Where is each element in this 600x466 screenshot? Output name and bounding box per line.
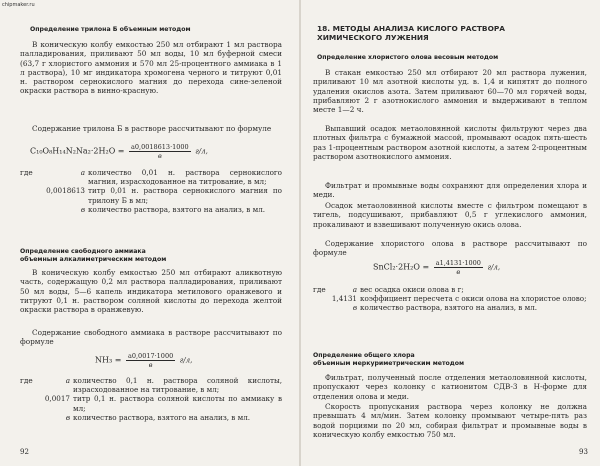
left-heading-ammonia-line1: Определение свободного аммиака bbox=[20, 248, 146, 255]
left-heading-trilon: Определение трилона Б объемным методом bbox=[30, 26, 191, 33]
left-paragraph-2: Содержание трилона Б в растворе рассчитывают по формуле bbox=[32, 124, 272, 133]
right-where-1: где bbox=[313, 285, 326, 294]
definition-symbol: в bbox=[352, 303, 357, 313]
left-formula-ammonia bbox=[95, 352, 192, 369]
definition-text: коэффициент пересчета с окиси олова на хлористое олово; bbox=[360, 294, 587, 304]
right-page-number: 93 bbox=[579, 448, 588, 456]
right-formula-tin bbox=[373, 259, 500, 276]
definition-row bbox=[20, 376, 282, 394]
left-paragraph-4: Содержание свободного аммиака в растворе рассчитывают по формуле bbox=[20, 328, 282, 347]
definition-row bbox=[20, 186, 282, 204]
formula-unit: г/л, bbox=[195, 147, 208, 156]
definition-label: 1,4131 bbox=[331, 294, 357, 304]
formula-denominator: в bbox=[456, 268, 461, 276]
definition-text: количество 0,1 н. раствора соляной кислоты, израсходованное на титрование, в мл; bbox=[73, 376, 282, 395]
formula-lhs: C₁₀O₈H₁₄N₂Na₂·2H₂O = bbox=[30, 146, 125, 156]
right-heading-tin: Определение хлористого олова весовым методом bbox=[317, 54, 499, 61]
definition-symbol: а bbox=[352, 285, 357, 294]
definition-text: количество раствора, взятого на анализ, в мл. bbox=[73, 412, 251, 422]
right-definitions-1 bbox=[313, 285, 587, 313]
right-heading-chlorine bbox=[313, 352, 573, 368]
definition-symbol: а bbox=[65, 376, 70, 385]
right-heading-chlorine-line2: объемным меркуриметрическим методом bbox=[313, 360, 465, 367]
left-definitions-2 bbox=[20, 376, 282, 422]
left-paragraph-1: В коническую колбу емкостью 250 мл отбирают 1 мл раствора палладирования, приливают 50 мл воды, 10 мл буферной смеси (63,7 г хлористого аммония и 570 мл 25-процентного аммиака в 1 л раствора), 10 мг индикатора хромогена черного и титруют 0,01 н. раствором сернокислого магния до перехода сине-зеленой окраски раствора в винно-красную. bbox=[20, 40, 282, 96]
definition-text: титр 0,01 н. раствора сернокислого магния по трилону Б в мл; bbox=[88, 186, 282, 205]
right-paragraph-5: Содержание хлористого олова в растворе рассчитывают по формуле bbox=[313, 239, 587, 258]
left-where-2: где bbox=[20, 376, 33, 385]
definition-row bbox=[20, 205, 282, 214]
left-heading-ammonia bbox=[20, 248, 280, 264]
formula-denominator: в bbox=[148, 361, 153, 369]
formula-fraction bbox=[126, 352, 175, 369]
formula-numerator: a0,0017·1000 bbox=[127, 352, 174, 360]
definition-row bbox=[313, 294, 587, 303]
formula-denominator: в bbox=[157, 152, 162, 160]
right-paragraph-1: В стакан емкостью 250 мл отбирают 20 мл раствора лужения, приливают 10 мл азотной кислоты уд. в. 1,4 и кипятят до полного удаления окислов азота. Затем приливают 60—70 мл горячей воды, прибавляют 2 г азотнокислого аммония и выдерживают в теплом месте 1—2 ч. bbox=[313, 68, 587, 115]
definition-row bbox=[313, 285, 587, 294]
right-chapter-title: 18. МЕТОДЫ АНАЛИЗА КИСЛОГО РАСТВОРА ХИМИЧЕСКОГО ЛУЖЕНИЯ bbox=[317, 24, 505, 42]
definition-text: количество раствора, взятого на анализ, в мл. bbox=[360, 303, 538, 313]
definition-row bbox=[20, 168, 282, 186]
right-paragraph-3: Фильтрат и промывные воды сохраняют для определения хлора и меди. bbox=[313, 181, 587, 200]
definition-symbol: а bbox=[80, 168, 85, 177]
definition-symbol: в bbox=[65, 412, 70, 422]
formula-unit: г/л, bbox=[179, 356, 193, 365]
formula-fraction bbox=[129, 143, 191, 160]
formula-lhs: NH₃ = bbox=[95, 355, 122, 365]
right-heading-chlorine-line1: Определение общего хлора bbox=[313, 352, 415, 359]
right-paragraph-7: Скорость пропускания раствора через колонку не должна превышать 4 мл/мин. Затем колонку промывают четыре-пять раз водой порциями по 20 мл, собирая фильтрат и промывные воды в коническую колбу емкостью 750 мл. bbox=[313, 402, 587, 439]
definition-text: титр 0,1 н. раствора соляной кислоты по аммиаку в мл; bbox=[73, 394, 282, 413]
definition-label: 0,0017 bbox=[44, 394, 70, 404]
definition-row bbox=[313, 303, 587, 312]
right-paragraph-6: Фильтрат, полученный после отделения метаоловянной кислоты, пропускают через колонку с катионитом СДВ-3 в Н-форме для отделения олова и меди. bbox=[313, 373, 587, 401]
formula-unit: г/л, bbox=[487, 263, 501, 272]
definition-text: количество 0,01 н. раствора сернокислого магния, израсходованное на титрование, в мл; bbox=[88, 168, 282, 187]
right-paragraph-4: Осадок метаоловянной кислоты вместе с фильтром помещают в тигель, подсушивают, прибавляют 0,5 г углекислого аммония, прокаливают и взвешивают полученную окись олова. bbox=[313, 201, 587, 229]
formula-fraction bbox=[434, 259, 483, 276]
definition-symbol: в bbox=[80, 204, 85, 214]
left-where-1: где bbox=[20, 168, 33, 177]
definition-row bbox=[20, 413, 282, 422]
right-page bbox=[301, 0, 600, 466]
left-heading-ammonia-line2: объемным алкалиметрическим методом bbox=[20, 256, 167, 263]
watermark: chipmaker.ru bbox=[2, 2, 35, 8]
left-page-number: 92 bbox=[20, 448, 29, 456]
formula-numerator: a1,4131·1000 bbox=[435, 259, 481, 267]
left-page bbox=[0, 0, 299, 466]
left-paragraph-3: В коническую колбу емкостью 250 мл отбирают аликвотную часть, содержащую 0,2 мл раствора палладирования, приливают 50 мл воды, 5—6 капель индикатора метилового оранжевого и титруют 0,1 н. раствором соляной кислоты до перехода желтой окраски раствора в оранжевую. bbox=[20, 268, 282, 315]
definition-row bbox=[20, 394, 282, 412]
right-paragraph-2: Выпавший осадок метаоловянной кислоты фильтруют через два плотных фильтра с бумажной массой, промывают осадок пять-шесть раз 1-процентным раствором азотной кислоты, а затем 2-процентным раствором азотнокислого аммония. bbox=[313, 124, 587, 161]
definition-text: количество раствора, взятого на анализ, в мл. bbox=[88, 204, 266, 214]
formula-numerator: a0,0018613·1000 bbox=[131, 143, 189, 151]
definition-label: 0,0018613 bbox=[46, 186, 85, 196]
left-definitions-1 bbox=[20, 168, 282, 214]
definition-text: вес осадка окиси олова в г; bbox=[360, 285, 464, 294]
formula-lhs: SnCl₂·2H₂O = bbox=[373, 262, 430, 272]
left-formula-trilon bbox=[30, 143, 208, 160]
